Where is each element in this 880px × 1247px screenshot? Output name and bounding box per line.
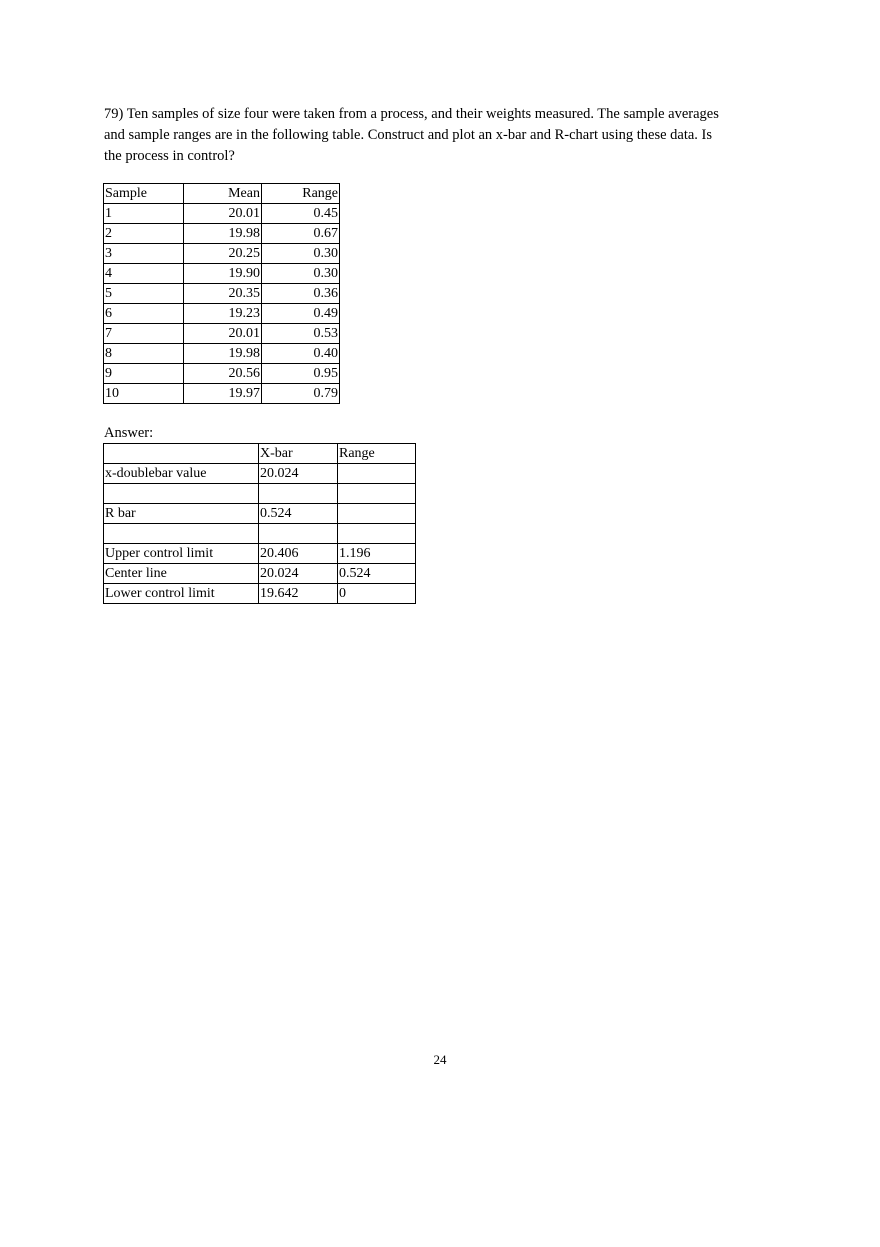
cell-mean: 19.98 [184,224,262,244]
cell-mean: 20.01 [184,204,262,224]
header-mean: Mean [184,184,262,204]
cell-range: 0.40 [262,344,340,364]
answer-cell-label: x-doublebar value [104,464,259,484]
cell-sample: 6 [104,304,184,324]
cell-sample: 10 [104,384,184,404]
answer-cell-xbar [259,484,338,504]
cell-sample: 1 [104,204,184,224]
cell-sample: 2 [104,224,184,244]
answer-cell-xbar [259,524,338,544]
table-row [104,384,340,404]
cell-sample: 4 [104,264,184,284]
answer-cell-label: R bar [104,504,259,524]
cell-mean: 20.25 [184,244,262,264]
table-header-row [104,184,340,204]
cell-sample: 3 [104,244,184,264]
answer-cell-range: 0 [338,584,416,604]
cell-mean: 20.56 [184,364,262,384]
answer-header-range: Range [338,444,416,464]
cell-range: 0.95 [262,364,340,384]
answer-cell-xbar: 20.406 [259,544,338,564]
answer-cell-range [338,484,416,504]
answer-cell-xbar: 20.024 [259,564,338,584]
answer-header-xbar: X-bar [259,444,338,464]
answer-row [104,524,416,544]
answer-cell-label [104,524,259,544]
cell-sample: 8 [104,344,184,364]
cell-range: 0.30 [262,264,340,284]
table-row [104,364,340,384]
answer-row [104,564,416,584]
answer-row [104,484,416,504]
answer-cell-range: 1.196 [338,544,416,564]
cell-range: 0.53 [262,324,340,344]
answer-cell-xbar: 20.024 [259,464,338,484]
answer-cell-range: 0.524 [338,564,416,584]
answer-cell-label [104,484,259,504]
answer-header-row [104,444,416,464]
answer-cell-range [338,504,416,524]
cell-mean: 19.98 [184,344,262,364]
table-row [104,284,340,304]
answer-label: Answer: [104,425,154,441]
question-text: 79) Ten samples of size four were taken from a process, and their weights measured. The sample averages and sample ranges are in the following table. Construct and plot an x-bar and R-chart using these data. Is the process in control? [104,106,719,164]
answer-table [103,443,416,604]
cell-range: 0.45 [262,204,340,224]
answer-cell-label: Lower control limit [104,584,259,604]
answer-cell-xbar: 19.642 [259,584,338,604]
cell-sample: 7 [104,324,184,344]
cell-range: 0.49 [262,304,340,324]
page-number: 24 [433,1052,447,1067]
header-sample: Sample [104,184,184,204]
answer-row [104,504,416,524]
answer-cell-label: Center line [104,564,259,584]
cell-mean: 19.23 [184,304,262,324]
cell-sample: 9 [104,364,184,384]
cell-mean: 19.90 [184,264,262,284]
cell-mean: 20.35 [184,284,262,304]
cell-range: 0.30 [262,244,340,264]
answer-cell-range [338,464,416,484]
answer-row [104,584,416,604]
answer-cell-label: Upper control limit [104,544,259,564]
answer-cell-range [338,524,416,544]
answer-row [104,464,416,484]
answer-header-blank [104,444,259,464]
table-row [104,324,340,344]
answer-cell-xbar: 0.524 [259,504,338,524]
header-range: Range [262,184,340,204]
cell-range: 0.79 [262,384,340,404]
answer-row [104,544,416,564]
cell-mean: 20.01 [184,324,262,344]
cell-range: 0.36 [262,284,340,304]
table-row [104,264,340,284]
sample-data-table [103,183,340,404]
cell-mean: 19.97 [184,384,262,404]
table-row [104,244,340,264]
table-row [104,304,340,324]
cell-sample: 5 [104,284,184,304]
cell-range: 0.67 [262,224,340,244]
table-row [104,204,340,224]
table-row [104,224,340,244]
table-row [104,344,340,364]
